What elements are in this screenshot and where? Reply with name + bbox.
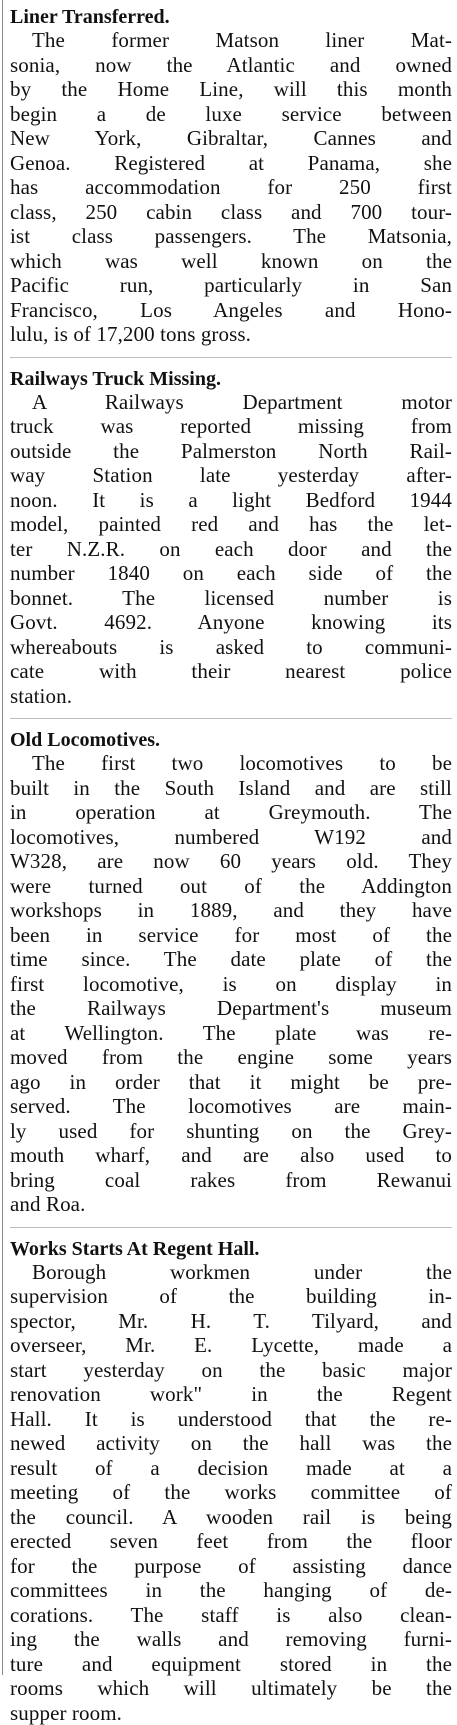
body-line: New York, Gibraltar, Cannes and xyxy=(10,126,452,151)
body-line: which was well known on the xyxy=(10,249,452,274)
body-line: bonnet. The licensed number is xyxy=(10,586,452,611)
body-line: renovation work" in the Regent xyxy=(10,1382,452,1407)
body-line: at Wellington. The plate was re- xyxy=(10,1021,452,1046)
body-line: locomotives, numbered W192 and xyxy=(10,825,452,850)
body-line: way Station late yesterday after- xyxy=(10,463,452,488)
body-line: spector, Mr. H. T. Tilyard, and xyxy=(10,1309,452,1334)
body-line: been in service for most of the xyxy=(10,923,452,948)
body-line: ago in order that it might be pre- xyxy=(10,1070,452,1095)
body-line: the council. A wooden rail is being xyxy=(10,1505,452,1530)
body-line: mouth wharf, and are also used to xyxy=(10,1143,452,1168)
article-old-locomotives xyxy=(10,725,452,1217)
body-line: sonia, now the Atlantic and owned xyxy=(10,53,452,78)
body-line: The former Matson liner Mat- xyxy=(10,28,452,53)
body-line: ture and equipment stored in the xyxy=(10,1652,452,1677)
body-line: meeting of the works committee of xyxy=(10,1480,452,1505)
body-line: noon. It is a light Bedford 1944 xyxy=(10,488,452,513)
body-line: A Railways Department motor xyxy=(10,390,452,415)
body-line: result of a decision made at a xyxy=(10,1456,452,1481)
body-line: W328, are now 60 years old. They xyxy=(10,849,452,874)
body-line: rooms which will ultimately be the xyxy=(10,1676,452,1701)
body-line: for the purpose of assisting dance xyxy=(10,1554,452,1579)
article-liner-transferred xyxy=(10,2,452,347)
body-line: committees in the hanging of de- xyxy=(10,1578,452,1603)
body-line: begin a de luxe service between xyxy=(10,102,452,127)
body-line: start yesterday on the basic major xyxy=(10,1358,452,1383)
headline: Railways Truck Missing. xyxy=(10,364,452,390)
body-line: Francisco, Los Angeles and Hono- xyxy=(10,298,452,323)
body-line: Govt. 4692. Anyone knowing its xyxy=(10,610,452,635)
headline: Works Starts At Regent Hall. xyxy=(10,1234,452,1260)
body-line: time since. The date plate of the xyxy=(10,947,452,972)
body-line: has accommodation for 250 first xyxy=(10,175,452,200)
body-line: built in the South Island and are still xyxy=(10,776,452,801)
headline: Liner Transferred. xyxy=(10,2,452,28)
column-rule xyxy=(2,0,3,1675)
body-line: whereabouts is asked to communi- xyxy=(10,635,452,660)
body-line: and Roa. xyxy=(10,1192,452,1217)
body-line: lulu, is of 17,200 tons gross. xyxy=(10,322,452,347)
body-line: outside the Palmerston North Rail- xyxy=(10,439,452,464)
body-line: cate with their nearest police xyxy=(10,659,452,684)
body-line: model, painted red and has the let- xyxy=(10,512,452,537)
article-divider xyxy=(10,1227,452,1228)
body-line: ly used for shunting on the Grey- xyxy=(10,1119,452,1144)
body-line: number 1840 on each side of the xyxy=(10,561,452,586)
body-line: ter N.Z.R. on each door and the xyxy=(10,537,452,562)
body-line: newed activity on the hall was the xyxy=(10,1431,452,1456)
body-line: The first two locomotives to be xyxy=(10,751,452,776)
body-line: bring coal rakes from Rewanui xyxy=(10,1168,452,1193)
article-divider xyxy=(10,718,452,719)
newspaper-column xyxy=(10,2,452,1725)
body-line: ist class passengers. The Matsonia, xyxy=(10,224,452,249)
body-line: first locomotive, is on display in xyxy=(10,972,452,997)
body-line: Genoa. Registered at Panama, she xyxy=(10,151,452,176)
body-line: were turned out of the Addington xyxy=(10,874,452,899)
article-divider xyxy=(10,357,452,358)
body-line: Hall. It is understood that the re- xyxy=(10,1407,452,1432)
body-line: moved from the engine some years xyxy=(10,1045,452,1070)
body-line: overseer, Mr. E. Lycette, made a xyxy=(10,1333,452,1358)
body-line: served. The locomotives are main- xyxy=(10,1094,452,1119)
body-line: workshops in 1889, and they have xyxy=(10,898,452,923)
article-railways-truck-missing xyxy=(10,364,452,709)
body-line: the Railways Department's museum xyxy=(10,996,452,1021)
body-line: class, 250 cabin class and 700 tour- xyxy=(10,200,452,225)
body-line: supper room. xyxy=(10,1701,452,1725)
body-line: Borough workmen under the xyxy=(10,1260,452,1285)
body-line: erected seven feet from the floor xyxy=(10,1529,452,1554)
headline: Old Locomotives. xyxy=(10,725,452,751)
body-line: station. xyxy=(10,684,452,709)
body-line: ing the walls and removing furni- xyxy=(10,1627,452,1652)
body-line: supervision of the building in- xyxy=(10,1284,452,1309)
body-line: Pacific run, particularly in San xyxy=(10,273,452,298)
body-line: truck was reported missing from xyxy=(10,414,452,439)
body-line: corations. The staff is also clean- xyxy=(10,1603,452,1628)
article-works-starts-at-regent-hall xyxy=(10,1234,452,1725)
body-line: in operation at Greymouth. The xyxy=(10,800,452,825)
body-line: by the Home Line, will this month xyxy=(10,77,452,102)
